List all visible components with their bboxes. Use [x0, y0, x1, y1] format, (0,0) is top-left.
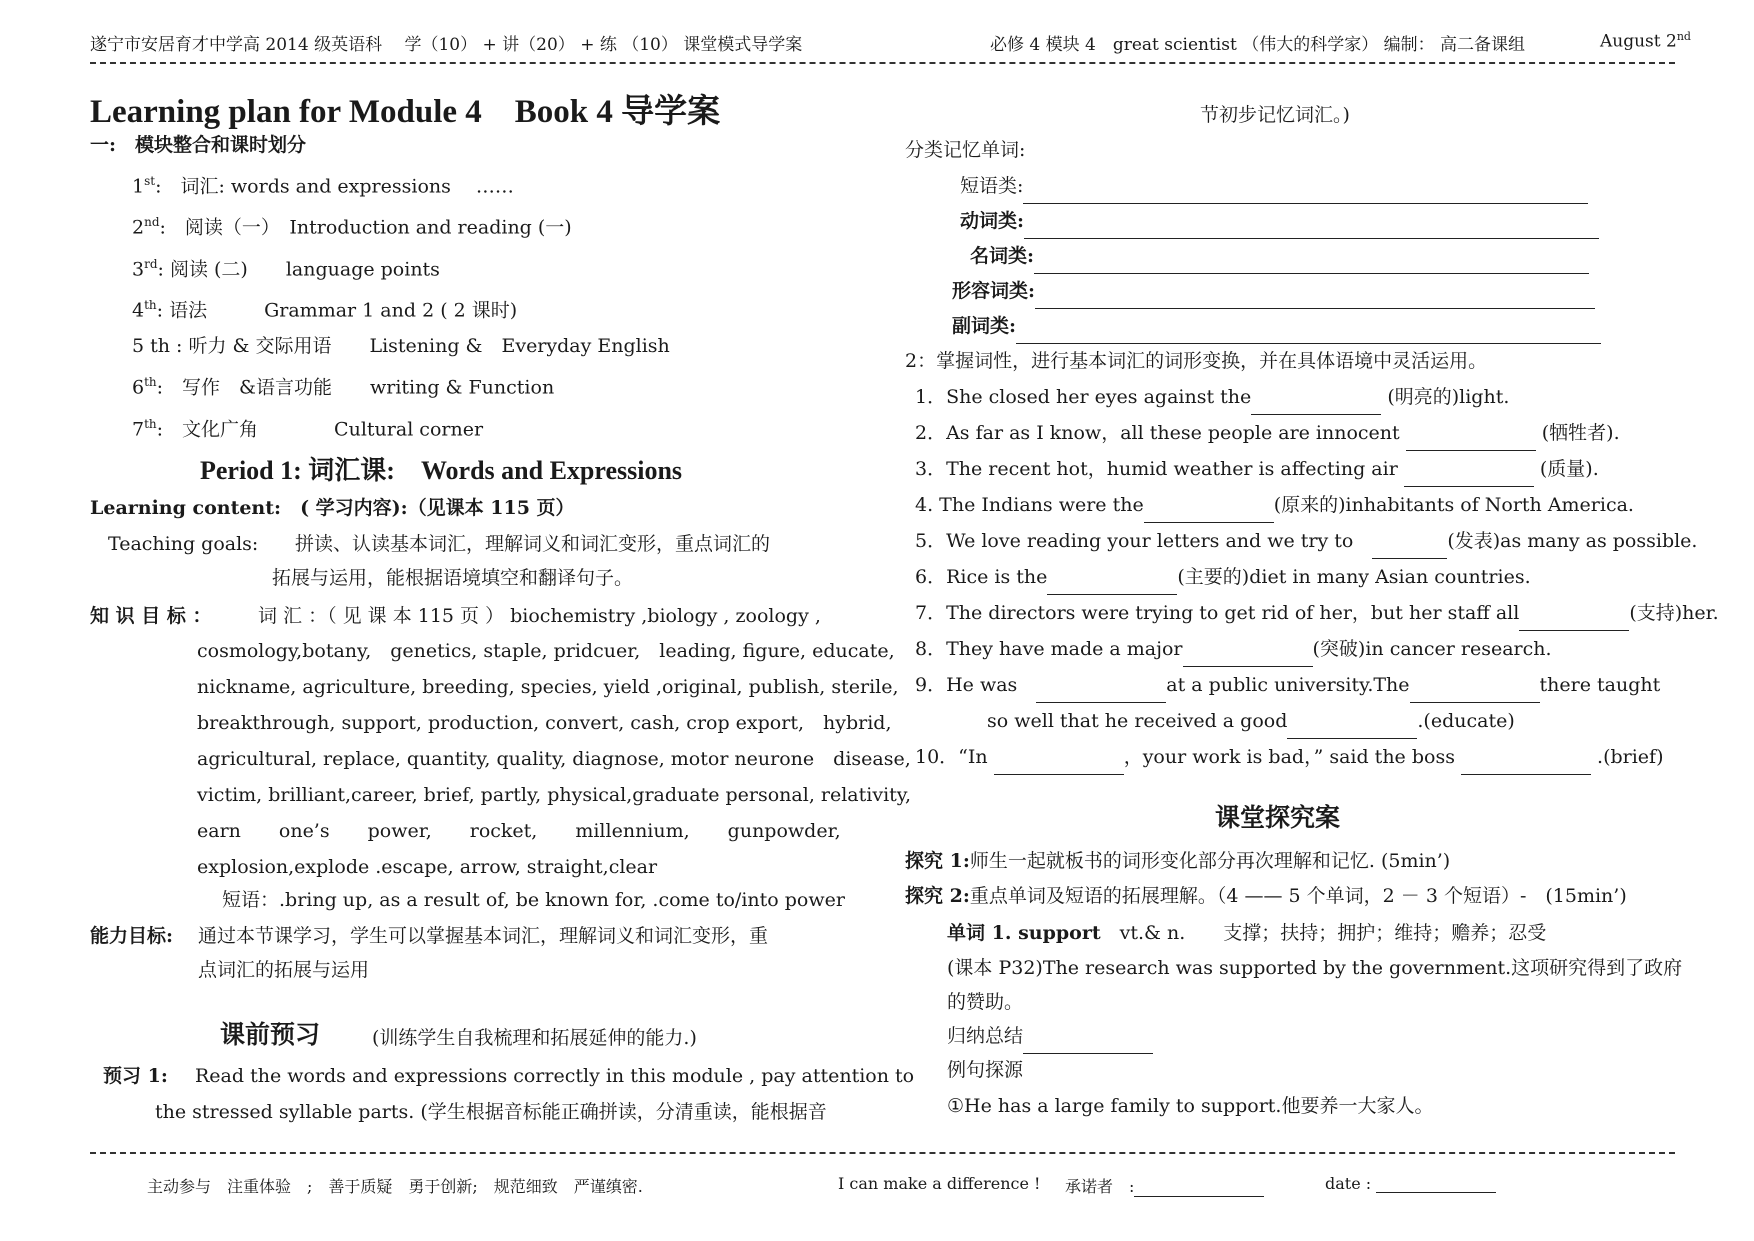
- footer-motto: 主动参与 注重体验 ; 善于质疑 勇于创新; 规范细致 严谨缜密.: [147, 1177, 643, 1196]
- teaching-goals-line1: 拼读、认读基本词汇，理解词义和词汇变形，重点词汇的: [295, 533, 771, 555]
- preview1-line2: the stressed syllable parts. (学生根据音标能正确拼读，分清重读，能根据音: [155, 1101, 827, 1123]
- answer-blank[interactable]: [1287, 718, 1417, 739]
- answer-blank[interactable]: [1034, 253, 1589, 274]
- ability-line1: 通过本节课学习，学生可以掌握基本词汇，理解词义和词汇变形，重: [198, 925, 769, 947]
- category-adjectives: 形容词类:: [952, 273, 1595, 309]
- answer-blank[interactable]: [1406, 430, 1536, 451]
- exercise-list: [915, 379, 1719, 775]
- footer-pledge: I can make a difference !: [838, 1174, 1041, 1193]
- exercise-5: 5．We love reading your letters and we try to (发表)as many as possible.: [915, 523, 1719, 559]
- ability-label: 能力目标:: [90, 925, 174, 947]
- vocab-line: earn one’s power, rocket, millennium, gunpowder,: [197, 820, 841, 842]
- category-verbs: 动词类:: [960, 203, 1599, 239]
- ability-line2: 点词汇的拓展与运用: [198, 959, 370, 981]
- category-adverbs: 副词类:: [952, 308, 1601, 344]
- vocab-line: explosion,explode .escape, arrow, straight,clear: [197, 856, 658, 878]
- example-label: 例句探源: [947, 1059, 1024, 1081]
- answer-blank[interactable]: [1404, 466, 1534, 487]
- word1-example-cont: 的赞助。: [947, 991, 1024, 1013]
- explore-title: 课堂探究案: [1215, 803, 1341, 832]
- vocab-line: nickname, agriculture, breeding, species, yield ,original, publish, sterile,: [197, 676, 899, 698]
- section1-heading: 一: 模块整合和课时划分: [90, 134, 307, 156]
- period-title: Period 1: 词汇课: Words and Expressions: [200, 456, 683, 485]
- schedule-item-5: 5 th : 听力 & 交际用语 Listening & Everyday English: [132, 335, 670, 358]
- schedule-item-3: 3rd: 阅读 (二) language points: [132, 256, 440, 280]
- exercise-10: 10．“In ，your work is bad，” said the boss .(brief): [915, 739, 1719, 775]
- schedule-item-2: 2nd: 阅读（一） Introduction and reading (一): [132, 215, 572, 239]
- exercise-2: 2．As far as I know，all these people are innocent (牺牲者).: [915, 415, 1719, 451]
- signature-blank[interactable]: [1134, 1180, 1264, 1197]
- schedule-item-4: 4th: 语法 Grammar 1 and 2 ( 2 课时): [132, 297, 518, 322]
- date-blank[interactable]: [1376, 1176, 1496, 1193]
- exercise-9: 9．He was at a public university.The there taught: [915, 667, 1719, 703]
- header-left: 遂宁市安居育才中学高 2014 级英语科 学（10） + 讲（20） + 练 （10） 课堂模式导学案: [90, 35, 803, 55]
- answer-blank[interactable]: [1036, 682, 1166, 703]
- header-date: August 2nd: [1600, 30, 1691, 52]
- summary-label: 归纳总结: [947, 1018, 1153, 1054]
- preview-subtitle: (训练学生自我梳理和拓展延伸的能力.): [372, 1027, 697, 1049]
- task2-instruction: 2：掌握词性，进行基本词汇的词形变换，并在具体语境中灵活运用。: [905, 350, 1488, 372]
- answer-blank[interactable]: [1183, 646, 1313, 667]
- example-1: ①He has a large family to support.他要养一大家人。: [947, 1095, 1434, 1117]
- vocab-line: agricultural, replace, quantity, quality, diagnose, motor neurone disease,: [197, 748, 911, 770]
- schedule-item-7: 7th: 文化广角 Cultural corner: [132, 416, 484, 440]
- answer-blank[interactable]: [1144, 502, 1274, 523]
- header-right: 必修 4 模块 4 great scientist （伟大的科学家） 编制： 高二备课组: [990, 35, 1526, 55]
- word1-heading: 单词 1. support vt.& n. 支撑；扶持；拥护；维持；赡养；忍受: [947, 922, 1547, 944]
- phrases-line: 短语：.bring up, as a result of, be known for, .come to/into power: [222, 889, 845, 911]
- vocab-line: cosmology,botany, genetics, staple, pridcuer, leading, figure, educate,: [197, 640, 895, 662]
- page-title: Learning plan for Module 4 Book 4 导学案: [90, 94, 721, 130]
- exercise-7: 7．The directors were trying to get rid of her，but her staff all (支持)her.: [915, 595, 1719, 631]
- answer-blank[interactable]: [1372, 538, 1447, 559]
- exercise-4: 4. The Indians were the (原来的)inhabitants of North America.: [915, 487, 1719, 523]
- vocab-list: [197, 633, 911, 885]
- footer-promiser: 承诺者 :: [1065, 1174, 1264, 1197]
- schedule-list: [132, 163, 670, 447]
- footer-date: date :: [1325, 1174, 1496, 1193]
- answer-blank[interactable]: [994, 754, 1124, 775]
- schedule-item-6: 6th: 写作 &语言功能 writing & Function: [132, 375, 555, 399]
- knowledge-label: 知 识 目 标 ：: [90, 605, 212, 627]
- answer-blank[interactable]: [1023, 183, 1588, 204]
- answer-blank[interactable]: [1251, 394, 1381, 415]
- answer-blank[interactable]: [1461, 754, 1591, 775]
- teaching-goals-label: Teaching goals:: [108, 533, 259, 555]
- vocab-line: victim, brilliant,career, brief, partly, physical,graduate personal, relativity,: [197, 784, 912, 806]
- explore1: 探究 1:师生一起就板书的词形变化部分再次理解和记忆. (5min’): [905, 850, 1451, 872]
- answer-blank[interactable]: [1519, 610, 1629, 631]
- continuation-text: 节初步记忆词汇。): [1200, 104, 1350, 126]
- exercise-1: 1．She closed her eyes against the (明亮的)light.: [915, 379, 1719, 415]
- classify-label: 分类记忆单词:: [905, 139, 1026, 161]
- exercise-6: 6．Rice is the (主要的)diet in many Asian countries.: [915, 559, 1719, 595]
- preview1-line1: Read the words and expressions correctly in this module , pay attention to: [195, 1065, 915, 1087]
- category-phrases: 短语类:: [960, 168, 1588, 204]
- answer-blank[interactable]: [1023, 1033, 1153, 1054]
- exercise-8: 8．They have made a major (突破)in cancer research.: [915, 631, 1719, 667]
- teaching-goals-line2: 拓展与运用，能根据语境填空和翻译句子。: [272, 567, 634, 589]
- schedule-item-1: 1st: 词汇: words and expressions ……: [132, 174, 514, 198]
- learning-content: Learning content: ( 学习内容):（见课本 115 页）: [90, 497, 575, 519]
- exercise-3: 3．The recent hot，humid weather is affecting air (质量).: [915, 451, 1719, 487]
- answer-blank[interactable]: [1410, 682, 1540, 703]
- preview-title: 课前预习: [220, 1020, 321, 1049]
- category-nouns: 名词类:: [970, 238, 1589, 274]
- explore2: 探究 2:重点单词及短语的拓展理解。（4 —— 5 个单词，2 － 3 个短语）- (15min’): [905, 885, 1627, 907]
- header-divider: [90, 62, 1675, 64]
- word1-example: (课本 P32)The research was supported by the government.这项研究得到了政府: [947, 957, 1683, 979]
- knowledge-line1: 词 汇 ：（ 见 课 本 115 页 ） biochemistry ,biology , zoology ,: [258, 605, 821, 627]
- footer-divider: [90, 1152, 1675, 1154]
- vocab-line: breakthrough, support, production, convert, cash, crop export, hybrid,: [197, 712, 892, 734]
- answer-blank[interactable]: [1016, 323, 1601, 344]
- answer-blank[interactable]: [1024, 218, 1599, 239]
- answer-blank[interactable]: [1047, 574, 1177, 595]
- answer-blank[interactable]: [1035, 288, 1595, 309]
- exercise-9-cont: so well that he received a good .(educate): [915, 703, 1719, 739]
- preview1-label: 预习 1:: [103, 1065, 168, 1087]
